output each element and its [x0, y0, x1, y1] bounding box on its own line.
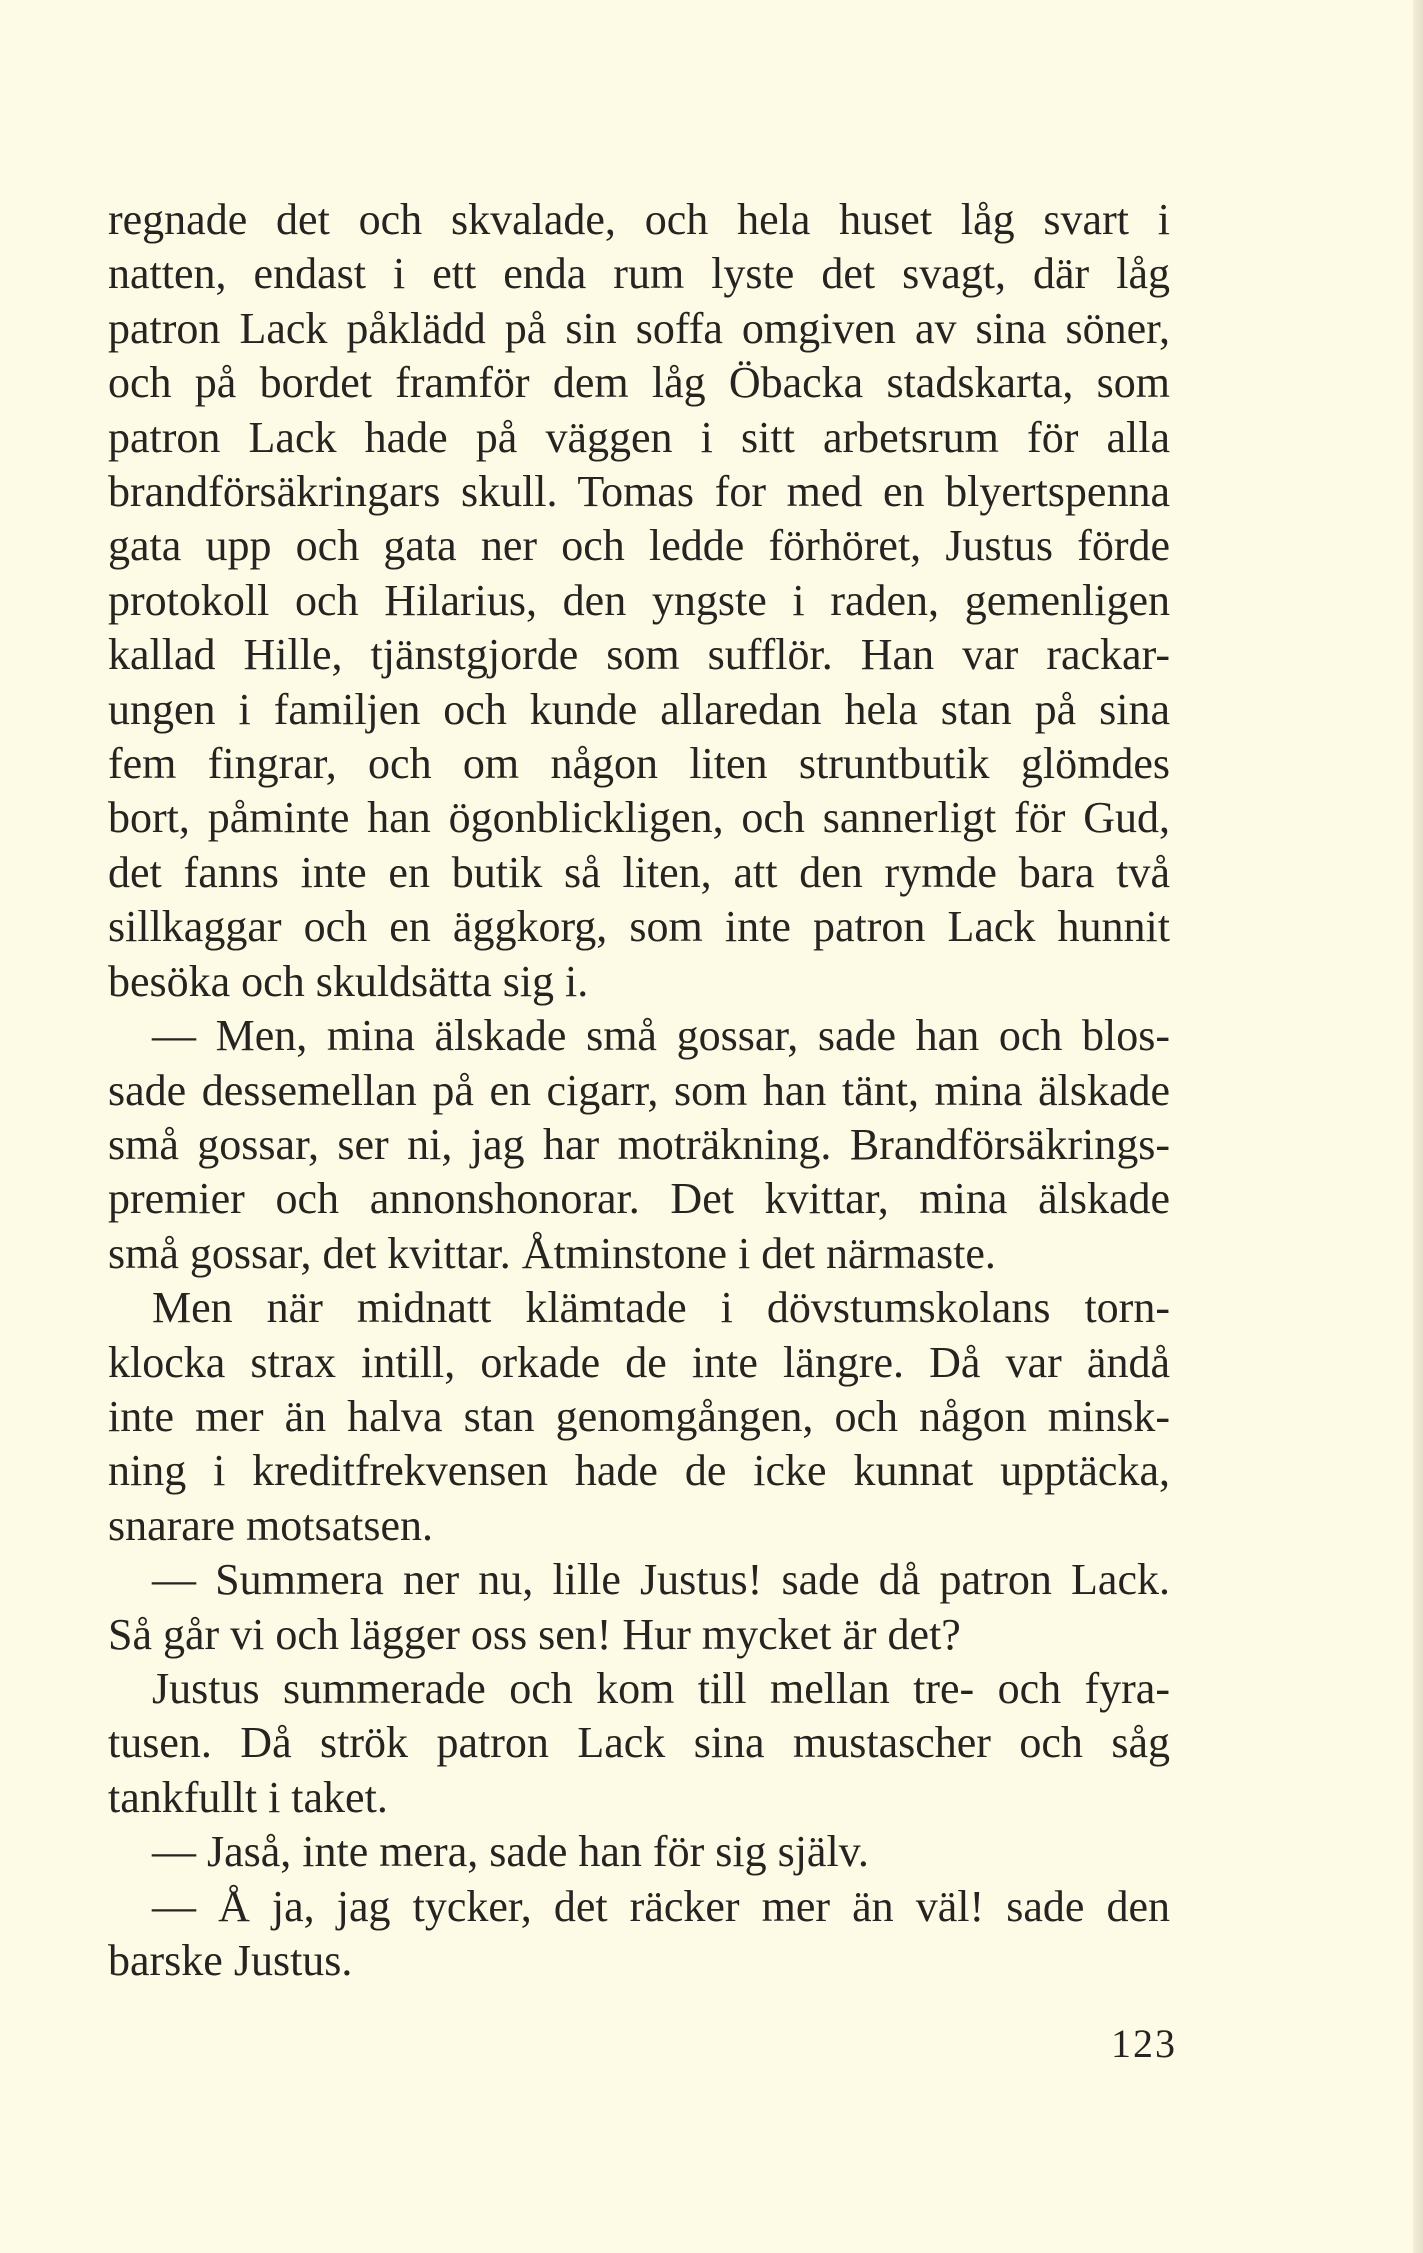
text-line: regnade det och skvalade, och hela huset låg svart i [108, 195, 1170, 244]
text-line: sillkaggar och en äggkorg, som inte patron Lack hunnit [108, 902, 1170, 952]
dialogue-line: — Å ja, jag tycker, det räcker mer än väl! sade den [152, 1881, 1170, 1931]
text-line: Så går vi och lägger oss sen! Hur mycket är det? [108, 1609, 961, 1659]
dialogue-line: — Men, mina älskade små gossar, sade han och blos- [152, 1011, 1170, 1061]
page-number: 123 [1111, 2021, 1177, 2066]
text-line: ungen i familjen och kunde allaredan hela stan på sina [108, 684, 1170, 734]
text-line: natten, endast i ett enda rum lyste det svagt, där låg [108, 249, 1170, 299]
text-line: kallad Hille, tjänstgjorde som sufflör. Han var rackar- [108, 630, 1170, 680]
text-line: tankfullt i taket. [108, 1772, 388, 1822]
text-line: patron Lack hade på väggen i sitt arbetsrum för alla [108, 412, 1170, 462]
dialogue-line: — Summera ner nu, lille Justus! sade då patron Lack. [152, 1555, 1170, 1605]
text-line: det fanns inte en butik så liten, att den rymde bara två [108, 847, 1170, 897]
text-line: och på bordet framför dem låg Öbacka stadskarta, som [108, 358, 1170, 408]
text-line: inte mer än halva stan genomgången, och någon minsk- [108, 1391, 1170, 1441]
text-line: besöka och skuldsätta sig i. [108, 956, 589, 1006]
page-edge [1413, 0, 1423, 2253]
text-line: små gossar, det kvittar. Åtminstone i det närmaste. [108, 1228, 996, 1278]
text-line: brandförsäkringars skull. Tomas for med en blyertspenna [108, 467, 1170, 517]
body-text [108, 193, 1170, 1988]
text-line: fem fingrar, och om någon liten struntbutik glömdes [108, 739, 1170, 789]
text-line: små gossar, ser ni, jag har moträkning. Brandförsäkrings- [108, 1119, 1170, 1169]
text-line: premier och annonshonorar. Det kvittar, mina älskade [108, 1174, 1170, 1224]
text-line: barske Justus. [108, 1936, 353, 1985]
text-line: klocka strax intill, orkade de inte längre. Då var ändå [108, 1337, 1170, 1387]
text-line: ning i kreditfrekvensen hade de icke kunnat upptäcka, [108, 1446, 1170, 1496]
paragraph-start-line: Justus summerade och kom till mellan tre- och fyra- [152, 1663, 1170, 1713]
text-line: sade dessemellan på en cigarr, som han tänt, mina älskade [108, 1065, 1170, 1115]
text-line: tusen. Då strök patron Lack sina mustascher och såg [108, 1718, 1170, 1768]
text-line: snarare motsatsen. [108, 1500, 433, 1550]
text-line: patron Lack påklädd på sin soffa omgiven av sina söner, [108, 303, 1170, 353]
paragraph-start-line: Men när midnatt klämtade i dövstumskolans torn- [152, 1283, 1170, 1333]
text-line: protokoll och Hilarius, den yngste i raden, gemenligen [108, 575, 1170, 625]
text-line: bort, påminte han ögonblickligen, och sannerligt för Gud, [108, 793, 1170, 843]
dialogue-line: — Jaså, inte mera, sade han för sig själv. [152, 1827, 869, 1877]
text-line: gata upp och gata ner och ledde förhöret, Justus förde [108, 521, 1170, 571]
